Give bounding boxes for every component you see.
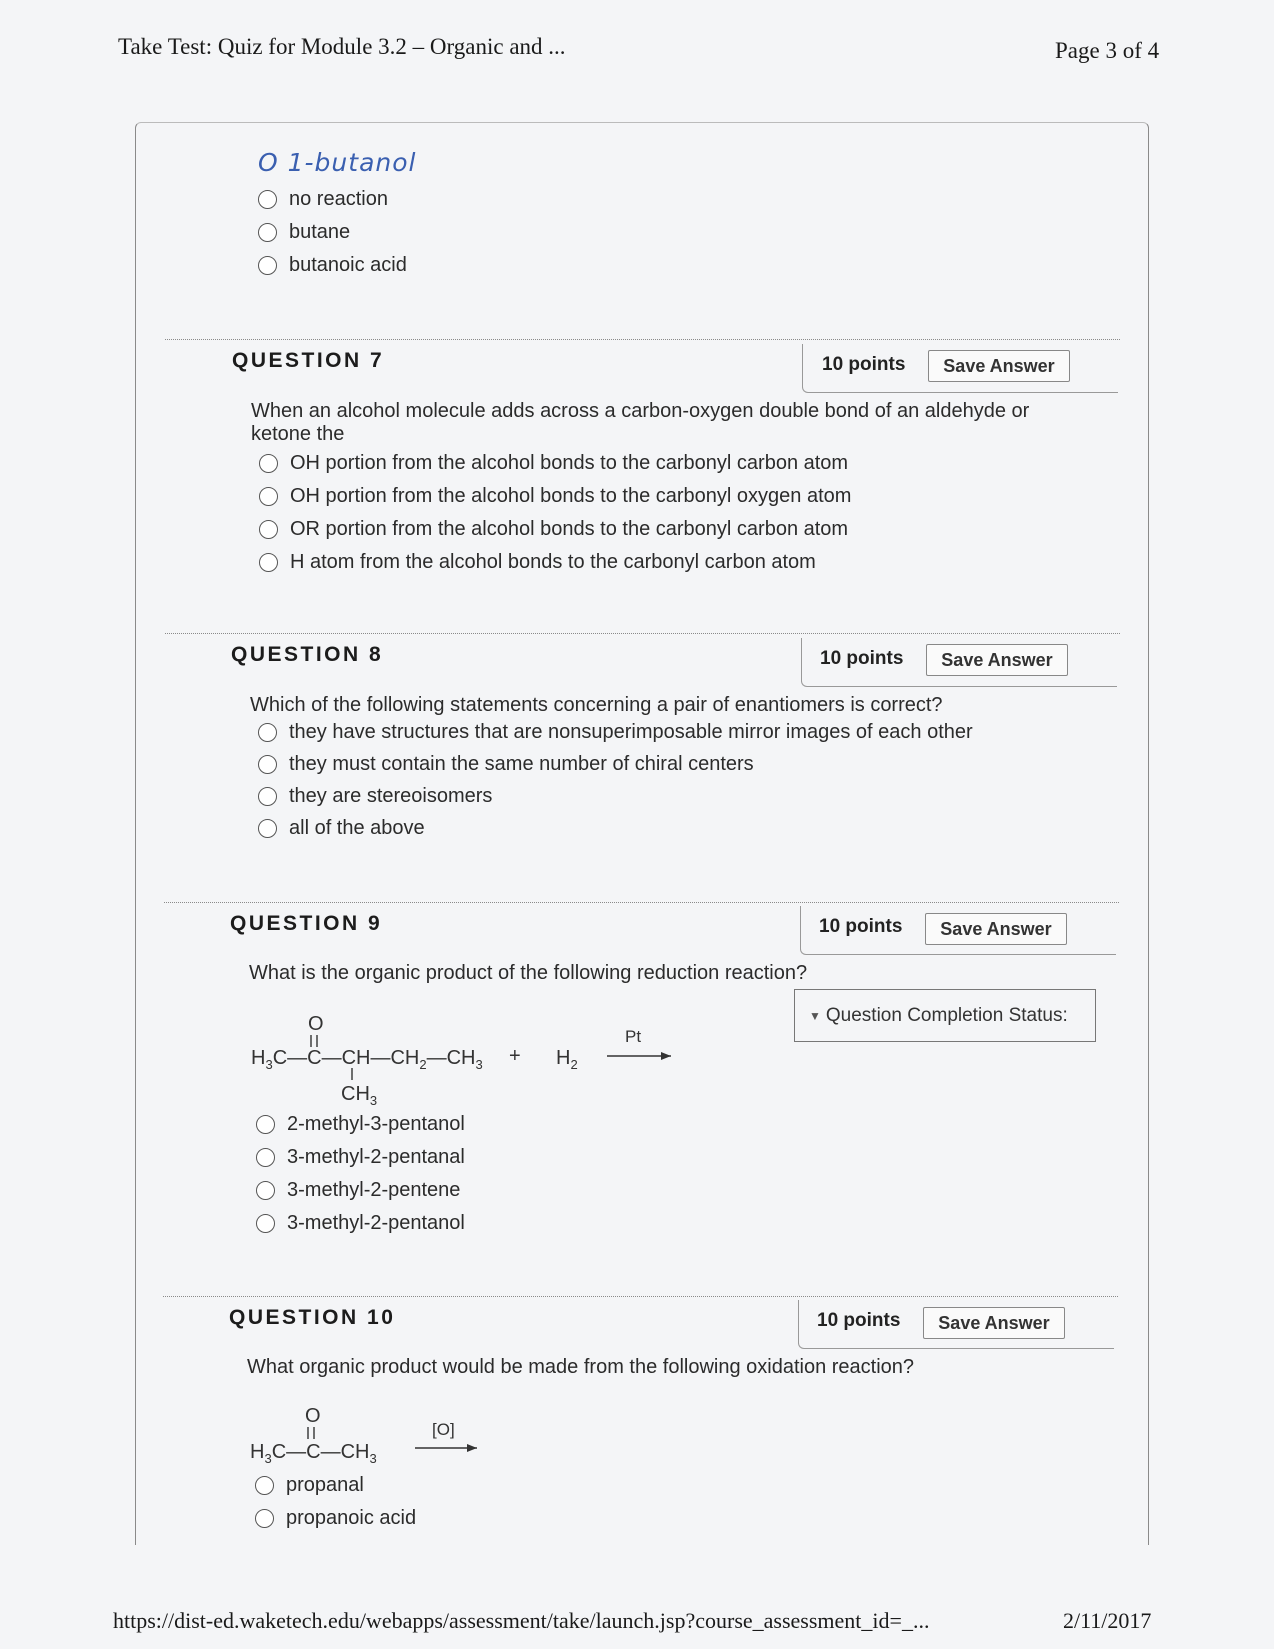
formula-subscript: 2 [419, 1057, 427, 1072]
option-label: butane [289, 221, 351, 243]
question-text-line: ketone the [251, 423, 345, 445]
question-7-title: QUESTION 7 [232, 349, 385, 372]
question-10-text: What organic product would be made from the following oxidation reaction? [247, 1356, 915, 1378]
radio-button[interactable] [255, 1476, 274, 1495]
radio-button[interactable] [256, 1148, 275, 1167]
question-8-title: QUESTION 8 [231, 643, 384, 666]
handwritten-answer: O 1-butanol [258, 148, 417, 177]
answer-option[interactable] [256, 1212, 465, 1235]
formula-part: H [556, 1047, 571, 1069]
question-divider [165, 633, 1120, 634]
formula-part: CH [341, 1083, 370, 1105]
question-8-points: 10 points [820, 648, 904, 669]
radio-button[interactable] [258, 755, 277, 774]
question-completion-status[interactable] [794, 989, 1096, 1042]
radio-button[interactable] [258, 256, 277, 275]
formula-subscript: 3 [369, 1451, 377, 1466]
option-label: 3-methyl-2-pentanal [287, 1146, 465, 1168]
answer-option[interactable] [258, 817, 425, 840]
formula-part: C—C—CH [271, 1441, 370, 1463]
footer-url: https://dist-ed.waketech.edu/webapps/assessment/take/launch.jsp?course_assessment_id=_... [113, 1608, 930, 1633]
radio-button[interactable] [256, 1115, 275, 1134]
answer-option[interactable] [258, 188, 388, 211]
reactant-formula [251, 1047, 483, 1072]
answer-option[interactable] [258, 721, 973, 744]
option-label: OR portion from the alcohol bonds to the carbonyl carbon atom [290, 518, 849, 540]
answer-option[interactable] [255, 1474, 364, 1497]
radio-button[interactable] [255, 1509, 274, 1528]
option-label: propanal [286, 1474, 364, 1496]
answer-option[interactable] [259, 551, 816, 574]
question-8-save-button[interactable]: Save Answer [926, 644, 1068, 676]
formula-subscript: 3 [264, 1451, 272, 1466]
radio-button[interactable] [256, 1214, 275, 1233]
radio-button[interactable] [259, 487, 278, 506]
answer-option[interactable] [256, 1179, 460, 1202]
question-10-save-button[interactable]: Save Answer [923, 1307, 1065, 1339]
oxidant-label: [O] [432, 1420, 455, 1439]
catalyst-label: Pt [625, 1027, 642, 1046]
answer-option[interactable] [258, 753, 754, 776]
option-label: propanoic acid [286, 1507, 417, 1529]
option-label: 3-methyl-2-pentene [287, 1179, 461, 1201]
radio-button[interactable] [259, 454, 278, 473]
answer-option[interactable] [258, 221, 350, 244]
radio-button[interactable] [259, 520, 278, 539]
formula-part: H [250, 1441, 265, 1463]
radio-button[interactable] [258, 223, 277, 242]
answer-option[interactable] [258, 254, 407, 277]
formula-subscript: 3 [369, 1093, 378, 1107]
question-7-save-button[interactable]: Save Answer [928, 350, 1070, 382]
radio-button[interactable] [258, 723, 277, 742]
radio-button[interactable] [259, 553, 278, 572]
answer-option[interactable] [256, 1146, 465, 1169]
question-9-save-button[interactable]: Save Answer [925, 913, 1067, 945]
radio-button[interactable] [258, 819, 277, 838]
reactant-formula [250, 1441, 377, 1466]
radio-button[interactable] [256, 1181, 275, 1200]
question-8-text: Which of the following statements concerning a pair of enantiomers is correct? [250, 694, 943, 716]
option-label: they are stereoisomers [289, 785, 493, 807]
arrow-head-icon [661, 1052, 671, 1060]
question-7-points: 10 points [822, 354, 906, 375]
formula-subscript: 3 [475, 1057, 483, 1072]
reduction-reaction-diagram [245, 1002, 695, 1107]
option-label: all of the above [289, 817, 425, 839]
option-label: 2-methyl-3-pentanol [287, 1113, 465, 1135]
question-10-title: QUESTION 10 [229, 1306, 396, 1329]
footer-date: 2/11/2017 [1063, 1608, 1152, 1633]
option-label: they have structures that are nonsuperimposable mirror images of each other [289, 721, 973, 743]
oxidation-reaction-diagram [245, 1398, 495, 1468]
collapse-arrow-icon: ▼ [809, 1008, 821, 1023]
option-label: no reaction [289, 188, 388, 210]
question-text-line: When an alcohol molecule adds across a carbon-oxygen double bond of an aldehyde or [251, 400, 1030, 422]
option-label: 3-methyl-2-pentanol [287, 1212, 465, 1234]
hydrogen-reagent [556, 1047, 578, 1072]
answer-option[interactable] [259, 485, 851, 508]
formula-subscript: 3 [265, 1057, 273, 1072]
completion-status-label: Question Completion Status: [825, 1004, 1068, 1026]
carbonyl-oxygen-label: O [308, 1013, 324, 1035]
answer-option[interactable] [255, 1507, 416, 1530]
formula-part: —CH [426, 1047, 476, 1069]
question-10-points: 10 points [817, 1310, 901, 1331]
question-divider [165, 339, 1120, 340]
option-label: OH portion from the alcohol bonds to the carbonyl oxygen atom [290, 485, 852, 507]
option-label: they must contain the same number of chiral centers [289, 753, 754, 775]
page-number: Page 3 of 4 [1055, 38, 1160, 63]
arrow-head-icon [467, 1444, 477, 1452]
question-9-points: 10 points [819, 916, 903, 937]
question-9-text: What is the organic product of the following reduction reaction? [249, 962, 808, 984]
formula-subscript: 2 [570, 1057, 578, 1072]
answer-option[interactable] [259, 452, 848, 475]
option-label: H atom from the alcohol bonds to the carbonyl carbon atom [290, 551, 816, 573]
answer-option[interactable] [258, 785, 492, 808]
option-label: butanoic acid [289, 254, 407, 276]
option-label: OH portion from the alcohol bonds to the carbonyl carbon atom [290, 452, 849, 474]
question-divider [164, 902, 1119, 903]
carbonyl-oxygen-label: O [305, 1405, 321, 1427]
answer-option[interactable] [256, 1113, 465, 1136]
question-7-text [251, 400, 1029, 446]
formula-part: H [251, 1047, 266, 1069]
question-9-title: QUESTION 9 [230, 912, 383, 935]
page-title: Take Test: Quiz for Module 3.2 – Organic and ... [118, 34, 566, 59]
radio-button[interactable] [258, 787, 277, 806]
formula-part: C—C—CH—CH [272, 1047, 420, 1069]
radio-button[interactable] [258, 190, 277, 209]
answer-option[interactable] [259, 518, 848, 541]
question-divider [163, 1296, 1118, 1297]
methyl-branch-label [341, 1083, 377, 1107]
plus-sign: + [509, 1045, 521, 1067]
